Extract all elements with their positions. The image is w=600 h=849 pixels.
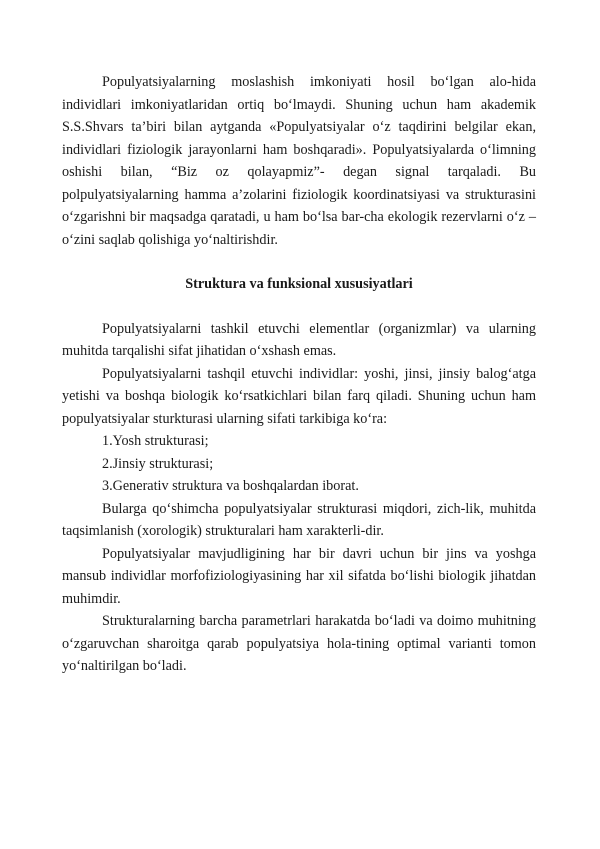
list-item: 2.Jinsiy strukturasi; bbox=[102, 455, 214, 472]
paragraph-elements: Populyatsiyalarni tashkil etuvchi elementlar (organizmlar) va ularning muhitda tarqalishi sifat jihatidan o‘xshash emas. bbox=[62, 320, 536, 359]
section-heading: Struktura va funksional xususiyatlari bbox=[185, 276, 413, 292]
paragraph-periods: Populyatsiyalar mavjudligining har bir davri uchun bir jins va yoshga mansub individlar morfofiziologiyasining har xil sifatda bo‘lishi biologik jihatdan muhimdir. bbox=[62, 545, 536, 607]
list-item: 1.Yosh strukturasi; bbox=[102, 433, 209, 449]
paragraph-parameters: Strukturalarning barcha parametrlari harakatda bo‘ladi va doimo muhitning o‘zgaruvchan sharoitga qarab populyatsiya hola-tining optimal varianti tomon yo‘naltirilgan bo‘ladi. bbox=[62, 613, 536, 674]
paragraph-additional: Bularga qo‘shimcha populyatsiyalar strukturasi miqdori, zich-lik, muhitda taqsimlanish (xorologik) strukturalari ham xarakterli-dir. bbox=[62, 500, 536, 539]
page-content bbox=[62, 71, 536, 678]
list-item: 3.Generativ struktura va boshqalardan iborat. bbox=[102, 478, 359, 494]
paragraph-individuals: Populyatsiyalarni tashqil etuvchi individlar: yoshi, jinsi, jinsiy balog‘atga yetishi va boshqa biologik ko‘rsatkichlari bilan farq qiladi. Shuning uchun ham populyatsiyalar sturkturasi ularning sifati tarkibiga ko‘ra: bbox=[62, 365, 536, 427]
paragraph-intro: Populyatsiyalarning moslashish imkoniyati hosil bo‘lgan alo-hida individlari imkoniyatlaridan ortiq bo‘lmaydi. Shuning uchun ham akademik S.S.Shvars ta’biri bilan aytganda «Populyatsiyalar o‘z taqdirini belgilar ekan, individlari fiziologik jarayonlarni ham boshqaradi». Populyatsiyalarda o‘limning oshishi bilan, “Biz oz qolayapmiz”- degan signal tarqaladi. Bu polpulyatsiyalarning hamma a’zolarini fiziologik koordinatsiyasi va strukturasini o‘zgarishni bir maqsadga qaratadi, u ham bo‘lsa bar-cha ekologik rezervlarni o‘z – o‘zini saqlab qolishiga yo‘naltirishdir. bbox=[62, 74, 536, 248]
